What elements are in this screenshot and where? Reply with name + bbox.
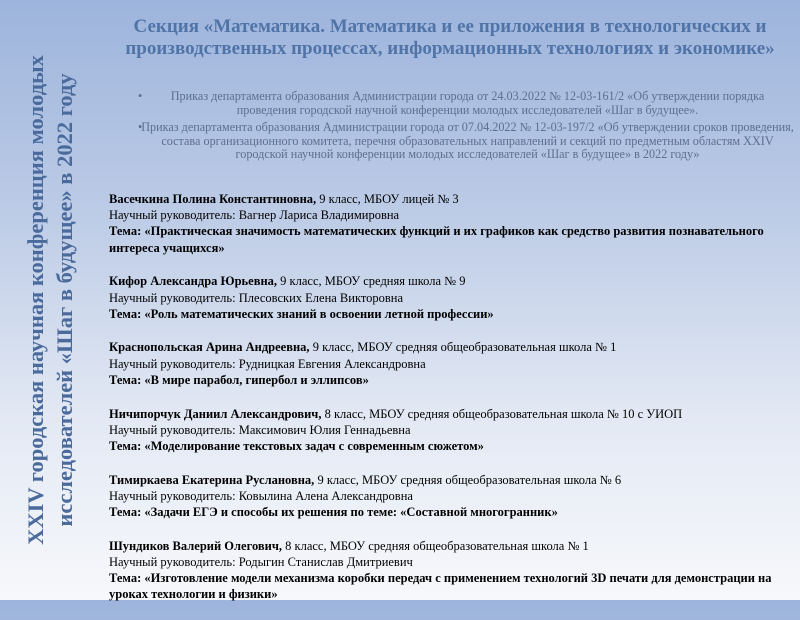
order-text: Приказ департамента образования Администрации города от 24.03.2022 № 12-03-161/2 «Об утверждении порядка проведения городской научной конференции молодых исследователей «Шаг в будущее». [170, 89, 765, 117]
participant-info: 8 класс, МБОУ средняя общеобразовательная школа № 10 с УИОП [321, 406, 683, 421]
topic: Тема: «Изготовление модели механизма коробки передач с применением технологий 3D печати для демонстрации на уроках технологии и физики» [109, 571, 772, 602]
side-title-line: исследователей «Шаг в будущее» в 2022 году [52, 73, 77, 527]
participant-info: 9 класс, МБОУ лицей № 3 [316, 192, 459, 206]
order-list [140, 90, 795, 166]
participant-line [109, 339, 779, 355]
side-title [21, 20, 79, 580]
participant-info: 9 класс, МБОУ средняя школа № 9 [277, 274, 466, 289]
side-title-line: XXIV городская научная конференция молодых [23, 55, 48, 545]
participant-line [109, 191, 779, 207]
participant-entry [109, 273, 779, 322]
participant-name: Шундиков Валерий Олегович, [109, 538, 283, 553]
participant-name: Кифор Александра Юрьевна, [109, 274, 278, 289]
participant-entry [109, 406, 779, 455]
order-text: Приказ департамента образования Администрации города от 07.04.2022 № 12-03-197/2 «Об утверждении сроков проведения, состава организационного комитета, перечня образовательных направлений и секций по предметным областям XXIV городской научной конференции молодых исследователей «Шаг в будущее» в 2022 году» [141, 120, 794, 161]
participant-line [109, 538, 779, 554]
advisor: Научный руководитель: Вагнер Лариса Владимировна [109, 208, 400, 223]
side-banner [0, 0, 100, 600]
advisor: Научный руководитель: Ковылина Алена Александровна [109, 488, 413, 503]
participant-name: Ничипорчук Даниил Александрович, [109, 406, 322, 421]
section-title: Секция «Математика. Математика и ее приложения в технологических и производственных процессах, информационных технологиях и экономике» [125, 16, 775, 59]
topic: Тема: «Задачи ЕГЭ и способы их решения по теме: «Составной многогранник» [109, 505, 558, 520]
participant-info: 8 класс, МБОУ средняя общеобразовательная школа № 1 [282, 538, 589, 553]
bullet-icon: • [138, 89, 143, 103]
participant-entry [109, 339, 779, 388]
participant-line [109, 273, 779, 289]
order-item [140, 121, 795, 162]
topic: Тема: «Моделирование текстовых задач с современным сюжетом» [109, 438, 484, 453]
participant-name: Тимиркаева Екатерина Руслановна, [109, 472, 315, 487]
advisor: Научный руководитель: Плесовских Елена Викторовна [109, 290, 404, 305]
participant-entry [109, 472, 779, 521]
topic: Тема: «Практическая значимость математических функций и их графиков как средство развития познавательного интереса учащихся» [109, 224, 764, 255]
participant-line [109, 472, 779, 488]
advisor: Научный руководитель: Максимович Юлия Геннадьевна [109, 422, 411, 437]
topic: Тема: «Роль математических знаний в освоении летной профессии» [109, 306, 494, 321]
participant-info: 9 класс, МБОУ средняя общеобразовательная школа № 6 [314, 472, 622, 487]
participant-entry [109, 191, 779, 256]
participants-list [109, 191, 779, 620]
participant-info: 9 класс, МБОУ средняя общеобразовательная школа № 1 [309, 340, 617, 355]
participant-name: Васечкина Полина Константиновна, [109, 192, 317, 206]
participant-name: Краснопольская Арина Андреевна, [109, 340, 310, 355]
bullet-icon: • [138, 120, 143, 134]
participant-entry [109, 538, 779, 603]
order-item [140, 90, 795, 117]
advisor: Научный руководитель: Рудницкая Евгения Александровна [109, 356, 426, 371]
advisor: Научный руководитель: Родыгин Станислав Дмитриевич [109, 554, 413, 569]
participant-line [109, 406, 779, 422]
topic: Тема: «В мире парабол, гипербол и эллипсов» [109, 372, 369, 387]
